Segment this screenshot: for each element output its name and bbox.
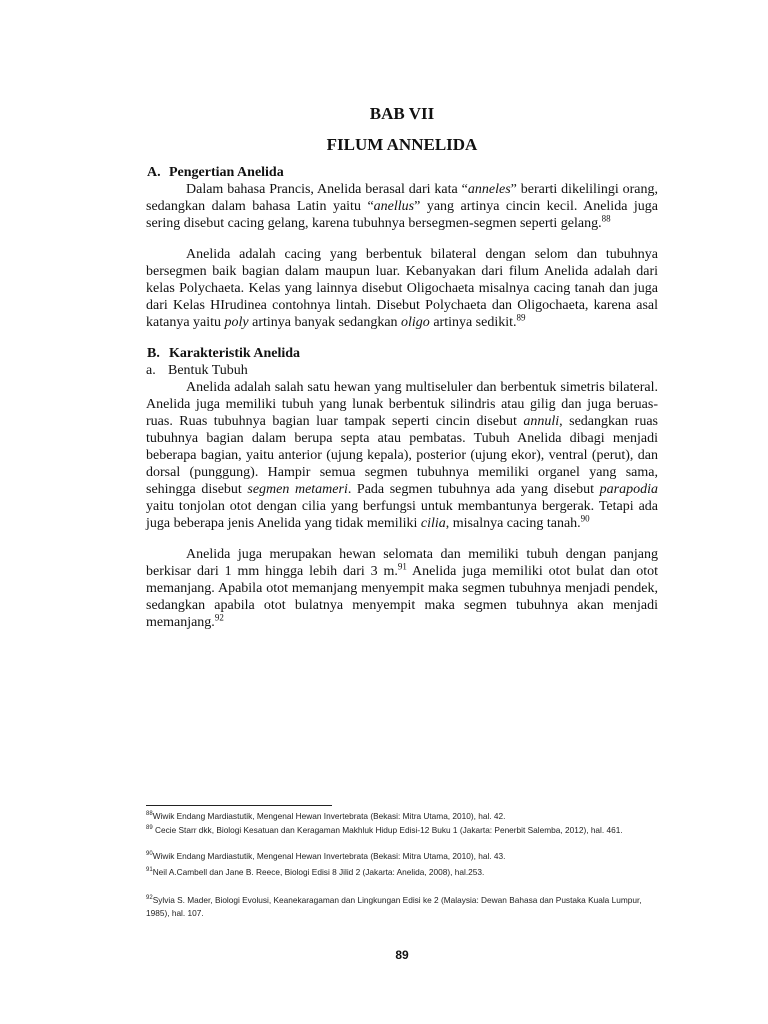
subsection-heading bbox=[146, 362, 658, 379]
italic-term: oligo bbox=[401, 315, 430, 330]
chapter-title: FILUM ANNELIDA bbox=[326, 135, 478, 154]
section-b-number: B. bbox=[147, 346, 160, 361]
text-run: Anelida juga merupakan hewan selomata dan memiliki tubuh dengan panjang berkisar dari 1 mm hingga lebih dari 3 m. bbox=[146, 547, 658, 579]
footnote-number: 88 bbox=[146, 811, 153, 818]
text-run: ” yang artinya cincin kecil. Anelida juga sering disebut cacing gelang, karena tubuhnya bersegmen-segmen seperti gelang. bbox=[146, 199, 659, 231]
footnote-ref[interactable]: 91 bbox=[397, 561, 407, 572]
section-b-heading bbox=[146, 345, 658, 362]
italic-term: annuli bbox=[523, 414, 560, 429]
footnote-text: Wiwik Endang Mardiastutik, Mengenal Hewan Invertebrata (Bekasi: Mitra Utama, 2010), hal. 43. bbox=[152, 851, 506, 861]
body-text bbox=[146, 164, 658, 631]
italic-term: parapodia bbox=[599, 482, 658, 497]
footnote-89 bbox=[146, 824, 658, 837]
section-a-heading bbox=[146, 164, 658, 181]
text-run: , misalnya cacing tanah. bbox=[445, 516, 581, 531]
italic-term: anellus bbox=[373, 199, 415, 214]
text-run: Anelida juga memiliki otot bulat dan otot memanjang. Apabila otot memanjang menyempit maka segmen tubuhnya menjadi pendek, sedangkan apabila otot bulatnya menyempit maka segmen tubuhnya akan menjadi memanjang. bbox=[146, 564, 659, 630]
text-run: . Pada segmen tubuhnya ada yang disebut bbox=[347, 482, 600, 497]
subsection-title: Bentuk Tubuh bbox=[168, 363, 248, 378]
footnote-text: Wiwik Endang Mardiastutik, Mengenal Hewan Invertebrata (Bekasi: Mitra Utama, 2010), hal. 42. bbox=[152, 811, 506, 821]
footnote-ref[interactable]: 90 bbox=[580, 513, 590, 524]
footnote-text: Neil A.Cambell dan Jane B. Reece, Biologi Edisi 8 Jilid 2 (Jakarta: Anelida, 2008), hal.253. bbox=[152, 867, 485, 877]
text-run: artinya banyak sedangkan bbox=[248, 315, 402, 330]
section-b-title: Karakteristik Anelida bbox=[169, 346, 301, 361]
italic-term: poly bbox=[224, 315, 249, 330]
text-run: , sedangkan ruas tubuhnya bagian dalam berupa septa atau pembatas. Tubuh Anelida dibagi menjadi beberapa bagian, yaitu anterior (ujung kepala), posterior (ujung ekor), ventral (perut), dan dorsal (punggung). Hampir semua segmen tubuhnya memiliki organel yang sama, sehingga disebut bbox=[146, 414, 658, 497]
footnote-ref[interactable]: 89 bbox=[516, 312, 526, 323]
paragraph-b2 bbox=[146, 546, 658, 631]
page-number: 89 bbox=[395, 948, 409, 962]
footnote-ref[interactable]: 88 bbox=[601, 213, 611, 224]
italic-term: cilia bbox=[420, 516, 446, 531]
paragraph-b1 bbox=[146, 379, 658, 532]
footnote-91 bbox=[146, 866, 658, 879]
subsection-number: a. bbox=[146, 363, 156, 378]
text-run: artinya sedikit. bbox=[429, 315, 517, 330]
footnote-number: 91 bbox=[146, 867, 153, 874]
text-run: ” berarti dikelilingi orang, sedangkan dalam bahasa Latin yaitu “ bbox=[146, 182, 658, 214]
footnote-number: 89 bbox=[146, 825, 153, 832]
chapter-number: BAB VII bbox=[369, 104, 435, 123]
document-page bbox=[146, 0, 658, 1024]
footnote-separator bbox=[146, 805, 332, 806]
paragraph-a1 bbox=[146, 181, 658, 232]
italic-term: segmen metameri bbox=[247, 482, 348, 497]
footnote-90 bbox=[146, 850, 658, 863]
section-a-number: A. bbox=[147, 165, 161, 180]
footnote-88 bbox=[146, 810, 658, 823]
footnote-number: 92 bbox=[146, 895, 153, 902]
text-run: Anelida adalah cacing yang berbentuk bilateral dengan selom dan tubuhnya bersegmen baik bagian dalam maupun luar. Kebanyakan dari filum Anelida adalah dari kelas Polychaeta. Kelas yang lainnya disebut Oligochaeta misalnya cacing tanah dan juga dari Kelas HIrudinea contohnya lintah. Disebut Polychaeta dan Oligochaeta, karena asal katanya yaitu bbox=[146, 247, 658, 330]
text-run: yaitu tonjolan otot dengan cilia yang berfungsi untuk membantunya bergerak. Tetapi ada juga beberapa jenis Anelida yang tidak memiliki bbox=[146, 499, 658, 531]
paragraph-a2 bbox=[146, 246, 658, 331]
footnote-text: Sylvia S. Mader, Biologi Evolusi, Keanekaragaman dan Lingkungan Edisi ke 2 (Malaysia: Dewan Bahasa dan Pustaka Kuala Lumpur, 1985), hal. 107. bbox=[146, 895, 642, 918]
footnote-number: 90 bbox=[146, 851, 153, 858]
footnote-92 bbox=[146, 894, 658, 920]
footnote-text: Cecie Starr dkk, Biologi Kesatuan dan Keragaman Makhluk Hidup Edisi-12 Buku 1 (Jakarta: Penerbit Salemba, 2012), hal. 461. bbox=[152, 825, 623, 835]
text-run: Anelida adalah salah satu hewan yang multiseluler dan berbentuk simetris bilateral. Anelida juga memiliki tubuh yang lunak berbentuk silindris atau gilig dan juga beruas-ruas. Ruas tubuhnya bagian luar tampak seperti cincin disebut bbox=[146, 380, 658, 429]
section-a-title: Pengertian Anelida bbox=[169, 165, 284, 180]
footnote-ref[interactable]: 92 bbox=[214, 612, 224, 623]
italic-term: anneles bbox=[467, 182, 511, 197]
text-run: Dalam bahasa Prancis, Anelida berasal dari kata “ bbox=[186, 182, 468, 197]
